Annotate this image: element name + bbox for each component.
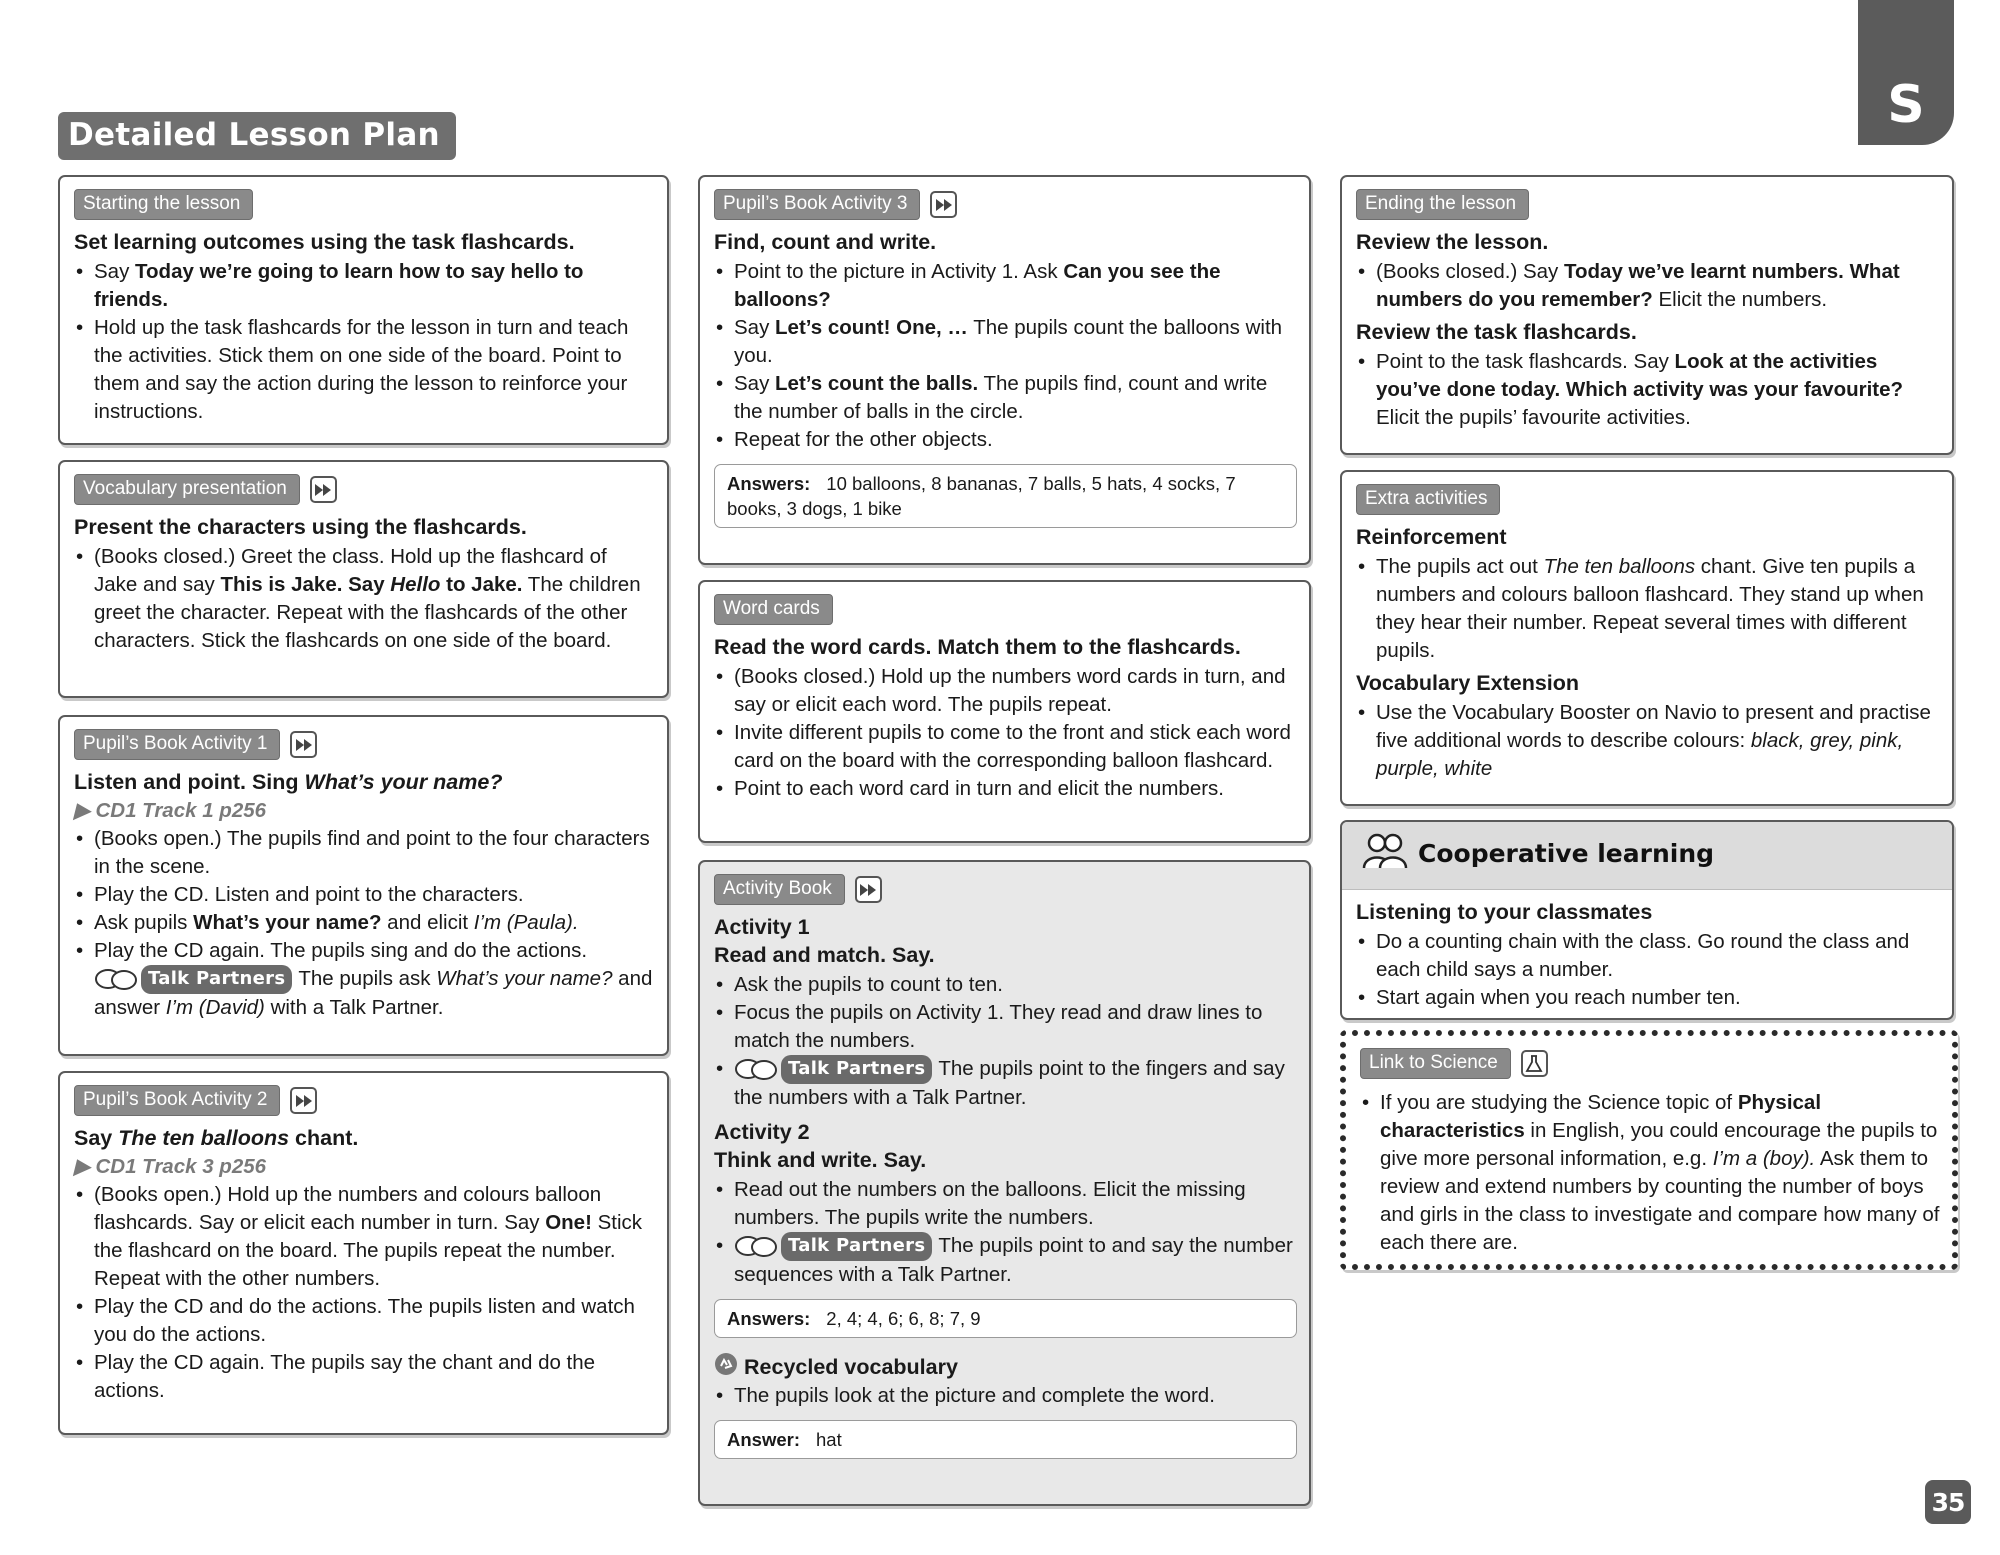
section-heading: Set learning outcomes using the task flashcards.: [74, 230, 575, 254]
people-icon: [1362, 832, 1408, 875]
list-item: • Play the CD again. The pupils sing and do the actions.: [74, 937, 655, 965]
cd-track: ▶ CD1 Track 1 p256: [74, 799, 267, 822]
section-heading: Present the characters using the flashcards.: [74, 515, 527, 539]
play-forward-icon[interactable]: [855, 876, 882, 903]
cooperative-learning-header: Cooperative learning: [1342, 822, 1952, 890]
list-item: • Point to the task flashcards. Say Look at the activities you’ve done today. Which activity was your favourite? Elicit the pupils’ favourite activities.: [1356, 348, 1940, 432]
cooperative-learning-box: [1340, 820, 1954, 1020]
list-item: • Invite different pupils to come to the front and stick each word card on the board with the corresponding balloon flashcard.: [714, 719, 1297, 775]
list-item: • Start again when you reach number ten.: [1356, 984, 1940, 1012]
talk-partners-note: • Talk Partners The pupils point to and say the number sequences with a Talk Partner.: [714, 1232, 1297, 1289]
recycle-icon: [714, 1352, 738, 1382]
section-label: Activity Book: [714, 874, 845, 905]
list-item: • The pupils act out The ten balloons chant. Give ten pupils a numbers and colours balloon flashcard. They stand up when they hear their number. Repeat several times with different pupils.: [1356, 553, 1940, 665]
list-item: • (Books closed.) Say Today we’ve learnt numbers. What numbers do you remember? Elicit the numbers.: [1356, 258, 1940, 314]
vocabulary-presentation-box: [58, 460, 669, 698]
section-label: Extra activities: [1356, 484, 1500, 515]
answers-box: Answers: 2, 4; 4, 6; 6, 8; 7, 9: [714, 1299, 1297, 1338]
flask-icon: [1521, 1050, 1548, 1077]
play-forward-icon[interactable]: [290, 1087, 317, 1114]
pupils-book-activity-2-box: [58, 1071, 669, 1435]
list-item: • Focus the pupils on Activity 1. They read and draw lines to match the numbers.: [714, 999, 1297, 1055]
recycled-vocabulary-heading: Recycled vocabulary: [714, 1352, 1297, 1382]
list-item: • Say Today we’re going to learn how to say hello to friends.: [74, 258, 655, 314]
list-item: • (Books closed.) Hold up the numbers word cards in turn, and say or elicit each word. The pupils repeat.: [714, 663, 1297, 719]
cd-track: ▶ CD1 Track 3 p256: [74, 1155, 267, 1178]
section-heading: Listening to your classmates: [1356, 900, 1653, 924]
talk-partners-icon: • Talk Partners: [734, 1055, 932, 1084]
section-label: Starting the lesson: [74, 189, 253, 220]
list-item: • Ask the pupils to count to ten.: [714, 971, 1297, 999]
activity-title: Activity 2: [714, 1120, 810, 1145]
section-heading: Read the word cards. Match them to the flashcards.: [714, 635, 1241, 659]
talk-partners-note: • Talk Partners The pupils point to the fingers and say the numbers with a Talk Partner.: [714, 1055, 1297, 1112]
list-item: • Point to each word card in turn and elicit the numbers.: [714, 775, 1297, 803]
list-item: • Repeat for the other objects.: [714, 426, 1297, 454]
section-label: Pupil’s Book Activity 3: [714, 189, 920, 220]
list-item: • Use the Vocabulary Booster on Navio to present and practise five additional words to describe colours: black, grey, pink, purple, white: [1356, 699, 1940, 783]
word-cards-box: [698, 580, 1311, 843]
activity-book-box: [698, 860, 1311, 1506]
page-number: 35: [1925, 1480, 1971, 1524]
section-heading: Review the lesson.: [1356, 230, 1549, 254]
ending-lesson-box: [1340, 175, 1954, 455]
section-heading: Read and match. Say.: [714, 943, 935, 967]
extra-activities-box: [1340, 470, 1954, 806]
section-heading: Vocabulary Extension: [1356, 671, 1580, 695]
list-item: • Say Let’s count! One, … The pupils count the balloons with you.: [714, 314, 1297, 370]
starting-lesson-box: [58, 175, 669, 445]
section-label: Link to Science: [1360, 1048, 1511, 1079]
pupils-book-activity-3-box: [698, 175, 1311, 565]
list-item: • Ask pupils What’s your name? and elicit I’m (Paula).: [74, 909, 655, 937]
pupils-book-activity-1-box: [58, 715, 669, 1056]
list-item: • Do a counting chain with the class. Go round the class and each child says a number.: [1356, 928, 1940, 984]
section-heading: Find, count and write.: [714, 230, 937, 254]
section-heading: Listen and point. Sing What’s your name?: [74, 770, 503, 794]
list-item: • Point to the picture in Activity 1. Ask Can you see the balloons?: [714, 258, 1297, 314]
section-heading: Reinforcement: [1356, 525, 1507, 549]
link-to-science-box: [1340, 1030, 1958, 1270]
activity-title: Activity 1: [714, 915, 810, 939]
section-label: Ending the lesson: [1356, 189, 1529, 220]
talk-partners-icon: Talk Partners: [94, 965, 292, 994]
page-title: Detailed Lesson Plan: [58, 112, 456, 160]
list-item: • The pupils look at the picture and complete the word.: [714, 1382, 1297, 1410]
section-heading: Say The ten balloons chant.: [74, 1126, 359, 1150]
unit-tab: [1858, 0, 1954, 145]
answers-box: Answers: 10 balloons, 8 bananas, 7 balls, 5 hats, 4 socks, 7 books, 3 dogs, 1 bike: [714, 464, 1297, 528]
play-forward-icon[interactable]: [290, 731, 317, 758]
answer-box: Answer: hat: [714, 1420, 1297, 1459]
list-item: • Hold up the task flashcards for the lesson in turn and teach the activities. Stick them on one side of the board. Point to them and say the action during the lesson to reinforce your instructions.: [74, 314, 655, 426]
list-item: • Play the CD and do the actions. The pupils listen and watch you do the actions.: [74, 1293, 655, 1349]
talk-partners-icon: • Talk Partners: [734, 1232, 932, 1261]
list-item: • Read out the numbers on the balloons. Elicit the missing numbers. The pupils write the numbers.: [714, 1176, 1297, 1232]
section-label: Vocabulary presentation: [74, 474, 300, 505]
list-item: • Say Let’s count the balls. The pupils find, count and write the number of balls in the circle.: [714, 370, 1297, 426]
list-item: • If you are studying the Science topic of Physical characteristics in English, you could encourage the pupils to give more personal information, e.g. I’m a (boy). Ask them to review and extend numbers by counting the number of boys and girls in the class to investigate and compare how many of each there are.: [1360, 1089, 1940, 1257]
section-label: Pupil’s Book Activity 2: [74, 1085, 280, 1116]
list-item: • Play the CD again. The pupils say the chant and do the actions.: [74, 1349, 655, 1405]
section-label: Pupil’s Book Activity 1: [74, 729, 280, 760]
list-item: • (Books open.) Hold up the numbers and colours balloon flashcards. Say or elicit each number in turn. Say One! Stick the flashcard on the board. The pupils repeat the number. Repeat with the other numbers.: [74, 1181, 655, 1293]
section-heading: Think and write. Say.: [714, 1148, 927, 1173]
list-item: • (Books closed.) Greet the class. Hold up the flashcard of Jake and say This is Jake. Say Hello to Jake. The children greet the character. Repeat with the flashcards of the other characters. Stick the flashcards on one side of the board.: [74, 543, 655, 655]
list-item: • Play the CD. Listen and point to the characters.: [74, 881, 655, 909]
section-label: Word cards: [714, 594, 833, 625]
section-heading: Review the task flashcards.: [1356, 320, 1637, 344]
list-item: • (Books open.) The pupils find and point to the four characters in the scene.: [74, 825, 655, 881]
talk-partners-note: Talk Partners The pupils ask What’s your name? and answer I’m (David) with a Talk Partner.: [94, 967, 653, 1020]
unit-tab-letter: S: [1887, 75, 1925, 135]
play-forward-icon[interactable]: [930, 191, 957, 218]
play-forward-icon[interactable]: [310, 476, 337, 503]
